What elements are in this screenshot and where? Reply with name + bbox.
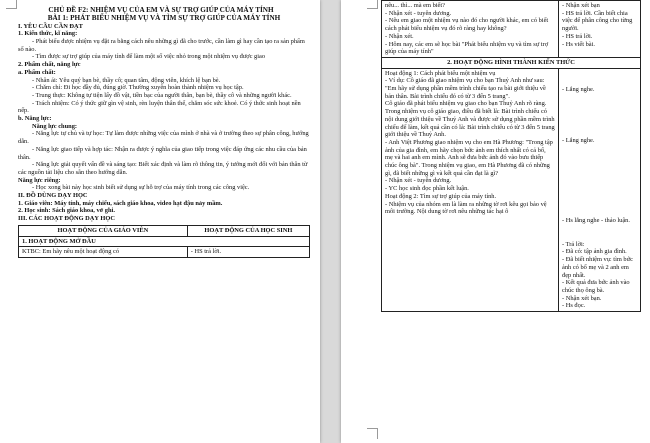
- cell-line: - Nhiệm vụ của nhóm em là làm ra những tờ rơi kêu gọi bảo vệ môi trường. Nội dung tờ rơi nêu những tác hại ô: [385, 200, 547, 216]
- subsection-heading: 2. Học sinh: Sách giáo khoa, vở ghi.: [18, 207, 115, 215]
- cell-line: - Hs đọc.: [562, 302, 586, 310]
- table-cell-student: [559, 1, 641, 58]
- document-page-left: [0, 0, 320, 443]
- paragraph: - Trung thực: Không tự tiện lấy đồ vật, tiền bạc của người thân, bạn bè, thầy cô và những người khác.: [32, 91, 292, 99]
- cell-line: - Hs lắng nghe - thảo luận.: [562, 217, 630, 225]
- cell-line: - Nhận xét - tuyên dương.: [385, 177, 452, 185]
- paragraph: - Tìm được sự trợ giúp của máy tính để làm một số việc nhỏ trong một nhiệm vụ được giao: [32, 53, 266, 61]
- subsection-heading: 2. Phẩm chất, năng lực: [18, 61, 81, 69]
- table-cell-student: - HS trả lời.: [187, 247, 309, 258]
- table-header-teacher: HOẠT ĐỘNG CỦA GIÁO VIÊN: [19, 225, 188, 236]
- cell-line: Hoạt động 2: Tìm sự trợ giúp của máy tính.: [385, 192, 497, 200]
- activity-table: [18, 225, 310, 258]
- paragraph: - Nhân ái: Yêu quý bạn bè, thầy cô; quan tâm, động viên, khích lệ bạn bè.: [32, 76, 221, 84]
- cell-line: - Lắng nghe.: [562, 137, 595, 145]
- subsection-heading: b. Năng lực:: [18, 115, 52, 123]
- table-cell-student: [559, 68, 641, 311]
- paragraph: - Học xong bài này học sinh biết sử dụng sự hỗ trợ của máy tính trong các công việc.: [32, 184, 250, 192]
- document-page-right: [341, 0, 650, 443]
- table-header-student: HOẠT ĐỘNG CỦA HỌC SINH: [187, 225, 309, 236]
- cell-line: nêu... thì... mà em biết?: [385, 2, 445, 9]
- section-heading: II. ĐỒ DÙNG DẠY HỌC: [18, 192, 88, 200]
- table-section-row: 1. HOẠT ĐỘNG MỞ ĐẦU: [19, 236, 310, 247]
- activity-table: [381, 0, 641, 312]
- page-content: [381, 0, 641, 312]
- cell-line: - Nhận xét bạn.: [562, 294, 602, 302]
- cell-line: Hoạt động 1: Cách phát biểu một nhiệm vụ: [385, 69, 496, 77]
- subsection-heading: 1. Kiến thức, kĩ năng:: [18, 30, 78, 38]
- crop-mark: [367, 428, 378, 439]
- section-heading: III. CÁC HOẠT ĐỘNG DẠY HỌC: [18, 215, 115, 223]
- cell-line: - Kết quả đưa bức ảnh vào chúc thọ ông bà.: [562, 279, 630, 294]
- cell-line: - Nhận xét bạn: [562, 2, 600, 9]
- table-cell-teacher: [382, 1, 559, 58]
- cell-line: - Đã có: tập ảnh gia đình.: [562, 248, 627, 256]
- cell-line: - Nhận xét.: [385, 32, 414, 40]
- paragraph: - Phát biểu được nhiệm vụ đặt ra bằng cách nêu những gì đã cho trước, cần làm gì hay cần tạo ra sản phẩm số nào.: [18, 38, 305, 53]
- cell-line: - Nhận xét - tuyên dương.: [385, 9, 452, 17]
- cell-line: - Trả lời:: [562, 240, 585, 248]
- paragraph: - Năng lực giao tiếp và hợp tác: Nhận ra được ý nghĩa của giao tiếp trong việc đáp ứng các nhu cầu của bản thân.: [18, 145, 307, 161]
- paragraph: - Năng lực giải quyết vấn đề và sáng tạo: Biết xác định và làm rõ thông tin, ý tưởng mới đối với bản thân từ các nguồn tài liệu cho sẵn theo hướng dẫn.: [18, 161, 308, 176]
- cell-line: - Ví dụ: Cô giáo đã giao nhiệm vụ cho bạn Thuỷ Anh như sau: "Em hãy sử dụng phần mềm trình chiếu tạo ra bài giới thiệu về bản thân. Bài trình chiếu đó có từ 3 đến 5 trang".: [385, 77, 546, 100]
- table-row: [382, 1, 641, 58]
- cell-line: - Hôm nay, các em sẽ học bài "Phát biểu nhiệm vụ và tìm sự trợ giúp của máy tính": [385, 40, 549, 56]
- subsection-heading: 1. Giáo viên: Máy tính, máy chiếu, sách giáo khoa, video hạt đậu nảy mầm.: [18, 199, 223, 207]
- cell-line: Cô giáo đã phát biểu nhiệm vụ giao cho bạn Thuỷ Anh rõ ràng. Trong nhiệm vụ cô giáo giao, điều đã biết là: Bài trình chiếu có nội dung giới thiệu về Thuỷ Anh và được sử dụng phần mềm trình chiếu để làm, kết quả cần có là: Bài trình chiếu có từ 3 đến 5 trang giới thiệu về Thuỷ Anh.: [385, 100, 555, 139]
- cell-line: - YC học sinh đọc phần kết luận.: [385, 185, 469, 193]
- subsection-heading: Năng lực riêng:: [18, 176, 61, 184]
- table-section-row: [382, 57, 641, 68]
- cell-line: - HS trả lời.: [562, 32, 593, 40]
- subsection-heading: Năng lực chung:: [32, 122, 78, 130]
- page-content: [18, 6, 310, 258]
- table-cell-teacher: [382, 68, 559, 311]
- subsection-heading: a. Phẩm chất:: [18, 68, 56, 76]
- paragraph: - Năng lực tự chủ và tự học: Tự làm được những việc của mình ở nhà và ở trường theo sự phân công, hướng dẫn.: [18, 130, 309, 146]
- table-section-heading: 2. HOẠT ĐỘNG HÌNH THÀNH KIẾN THỨC: [382, 57, 641, 68]
- cell-line: - Nêu em giao một nhiệm vụ nào đó cho người khác, em có biết cách phát biểu nhiệm vụ đó rõ ràng hay không?: [385, 17, 549, 33]
- section-heading: I. YÊU CẦU CẦN ĐẠT: [18, 22, 83, 30]
- cell-line: - Lắng nghe.: [562, 85, 595, 93]
- cell-line: - HS trả lời. Cần biết chia việc để phân công cho từng người.: [562, 9, 633, 33]
- table-cell-teacher: KTBC: Em hãy nêu một hoạt động có: [19, 247, 188, 258]
- paragraph: - Chăm chỉ: Đi học đầy đủ, đúng giờ. Thường xuyên hoàn thành nhiệm vụ học tập.: [32, 84, 244, 92]
- cell-line: - Anh Việt Phương giao nhiệm vụ cho em Hà Phương: "Trong tập ảnh của gia đình, em hãy chọn bức ảnh em thích nhất có cả bố, mẹ và hai anh em mình. Anh sẽ đưa bức ảnh đó vào bưu thiếp chúc ông bà". Trong nhiệm vụ giao, em Hà Phương đã có những gì, đã biết những gì và kết quả cần đạt là gì?: [385, 138, 553, 177]
- cell-line: - Đã biết nhiệm vụ: tìm bức ảnh có bố mẹ và 2 anh em đẹp nhất.: [562, 256, 633, 279]
- crop-mark: [367, 0, 378, 9]
- paragraph: - Trách nhiệm: Có ý thức giữ gìn vệ sinh, rèn luyện thân thể, chăm sóc sức khoẻ. Có ý thức sinh hoạt nền nếp.: [18, 99, 301, 115]
- doc-title-lesson: BÀI 1: PHÁT BIỂU NHIỆM VỤ VÀ TÌM SỰ TRỢ GIÚP CỦA MÁY TÍNH: [47, 14, 281, 23]
- cell-line: - Hs viết bài.: [562, 40, 596, 48]
- table-row: [382, 68, 641, 311]
- doc-title-topic: CHỦ ĐỀ F2: NHIỆM VỤ CỦA EM VÀ SỰ TRỢ GIÚP CỦA MÁY TÍNH: [48, 6, 274, 14]
